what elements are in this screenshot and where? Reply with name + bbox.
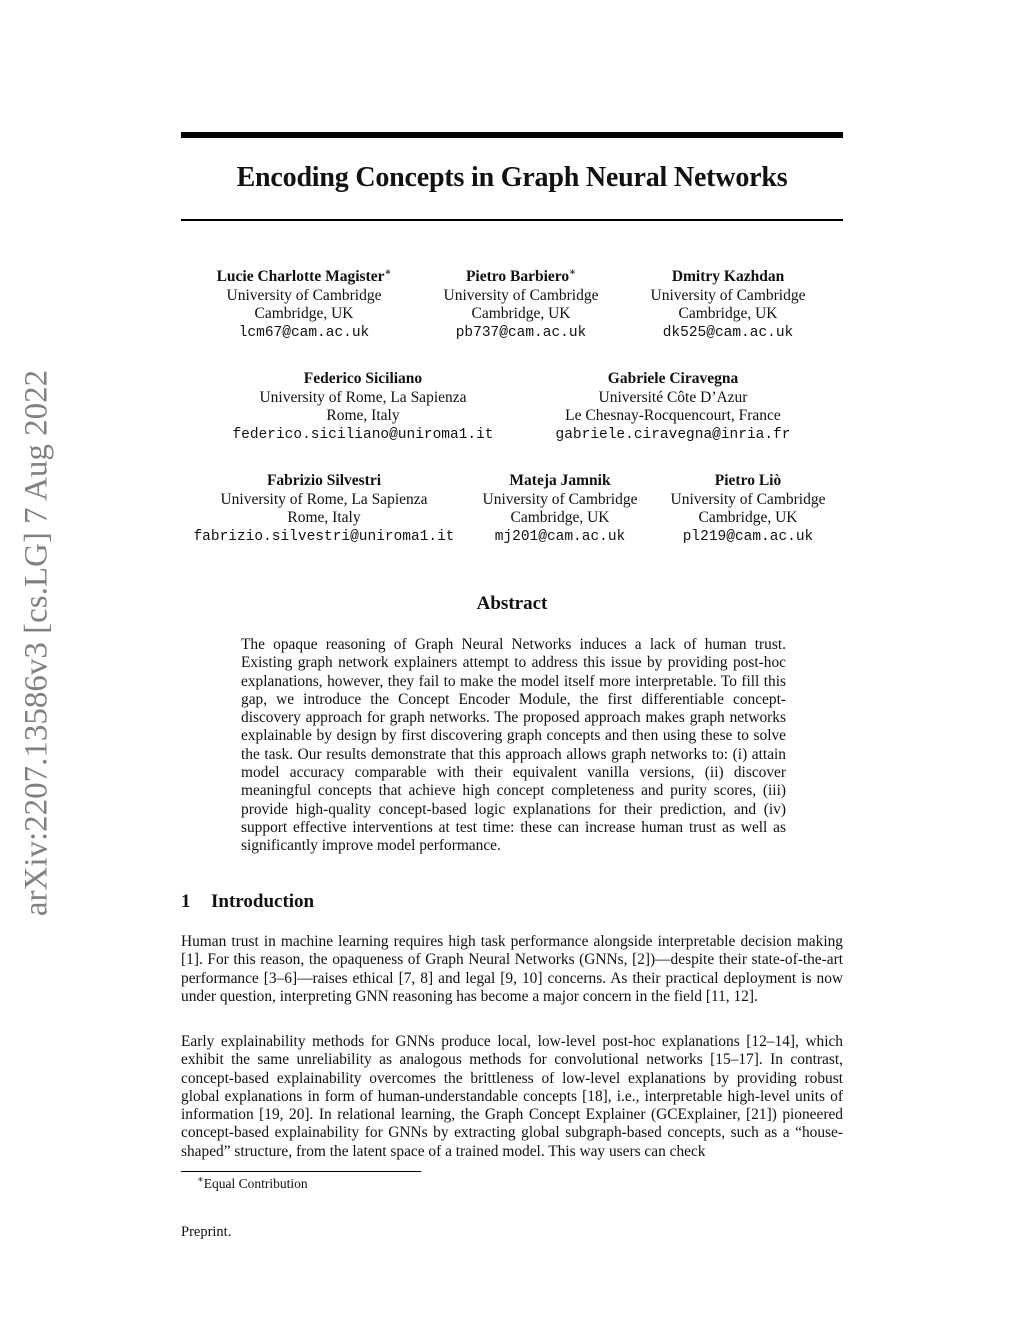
author-block: [184, 472, 464, 546]
author-name: Pietro Barbiero∗: [465, 266, 577, 285]
author-block: [543, 370, 803, 444]
author-block: [470, 472, 650, 546]
author-location: Rome, Italy: [326, 407, 400, 424]
author-name: Mateja Jamnik: [509, 472, 611, 489]
body-paragraph: Human trust in machine learning requires high task performance alongside interpretable decision making [1]. For this reason, the opaqueness of Graph Neural Networks (GNNs, [2])—despite their state-of-the-art performance [3–6]—raises ethical [7, 8] and legal [9, 10] concerns. As their practical deployment is now under question, interpreting GNN reasoning has become a major concern in the field [11, 12].: [181, 933, 843, 1005]
author-affiliation: University of Rome, La Sapienza: [220, 490, 428, 508]
author-affiliation: University of Cambridge: [482, 490, 638, 508]
title-rule-top: [181, 132, 843, 138]
author-location: Cambridge, UK: [678, 305, 778, 322]
author-email: fabrizio.silvestri@uniroma1.it: [193, 528, 455, 545]
author-email: pl219@cam.ac.uk: [682, 528, 814, 545]
author-block: [658, 472, 838, 546]
arxiv-identifier: arXiv:2207.13586v3 [cs.LG] 7 Aug 2022: [18, 369, 55, 916]
author-email: federico.siciliano@uniroma1.it: [232, 426, 494, 443]
abstract-text: The opaque reasoning of Graph Neural Networks induces a lack of human trust. Existing graph network explainers attempt to address this issue by providing post-hoc explanations, however, they fail to make the model itself more interpretable. To fill this gap, we introduce the Concept Encoder Module, the first differentiable concept-discovery approach for graph networks. The proposed approach makes graph networks explainable by design by first discovering graph concepts and then using these to solve the task. Our results demonstrate that this approach allows graph networks to: (i) attain model accuracy comparable with their equivalent vanilla versions, (ii) discover meaningful concepts that achieve high concept completeness and purity scores, (iii) provide high-quality concept-based logic explanations for their prediction, and (iv) support effective interventions at test time: these can increase human trust as well as significantly improve model performance.: [241, 636, 786, 855]
body-paragraph: Early explainability methods for GNNs produce local, low-level post-hoc explanations [12–14], which exhibit the same unreliability as analogous methods for convolutional networks [15–17]. In contrast, concept-based explainability overcomes the brittleness of low-level explanations by providing robust global explanations in form of human-understandable concepts [18], i.e., interpretable high-level units of information [19, 20]. In relational learning, the Graph Concept Explainer (GCExplainer, [21]) pioneered concept-based explainability for GNNs by extracting global subgraph-based concepts, such as a “house-shaped” structure, from the latent space of a trained model. This way users can check: [181, 1033, 843, 1160]
author-email: lcm67@cam.ac.uk: [238, 324, 370, 341]
author-location: Cambridge, UK: [698, 509, 798, 526]
author-affiliation: University of Cambridge: [443, 286, 599, 304]
author-affiliation: Université Côte D’Azur: [598, 388, 748, 406]
section-number: 1: [181, 891, 191, 912]
paper-title: Encoding Concepts in Graph Neural Networks: [236, 162, 788, 193]
author-affiliation: University of Cambridge: [226, 286, 382, 304]
author-location: Rome, Italy: [287, 509, 361, 526]
author-block: [421, 268, 621, 342]
author-affiliation: University of Cambridge: [650, 286, 806, 304]
author-affiliation: University of Rome, La Sapienza: [259, 388, 467, 406]
footnote: [197, 1176, 308, 1192]
abstract-heading: Abstract: [476, 593, 548, 614]
author-name: Dmitry Kazhdan: [671, 268, 785, 285]
preprint-label: Preprint.: [181, 1224, 232, 1240]
arxiv-sidebar-stamp: [2, 355, 72, 930]
author-block: [194, 268, 414, 342]
footnote-rule: [181, 1171, 421, 1172]
author-location: Cambridge, UK: [510, 509, 610, 526]
author-block: [223, 370, 503, 444]
author-location: Cambridge, UK: [254, 305, 354, 322]
author-name: Lucie Charlotte Magister∗: [216, 266, 392, 285]
title-rule-bottom: [181, 219, 843, 221]
section-heading: [181, 891, 314, 913]
author-location: Cambridge, UK: [471, 305, 571, 322]
section-title: Introduction: [211, 891, 315, 912]
author-email: dk525@cam.ac.uk: [662, 324, 794, 341]
author-name: Pietro Liò: [714, 472, 782, 489]
author-affiliation: University of Cambridge: [670, 490, 826, 508]
author-block: [628, 268, 828, 342]
author-name: Gabriele Ciravegna: [607, 370, 739, 387]
author-email: mj201@cam.ac.uk: [494, 528, 626, 545]
author-location: Le Chesnay-Rocquencourt, France: [565, 407, 781, 424]
author-email: pb737@cam.ac.uk: [455, 324, 587, 341]
author-email: gabriele.ciravegna@inria.fr: [555, 426, 791, 443]
author-name: Fabrizio Silvestri: [266, 472, 382, 489]
footnote-mark: ∗: [197, 1174, 204, 1186]
author-name: Federico Siciliano: [303, 370, 423, 387]
footnote-text: Equal Contribution: [203, 1176, 308, 1191]
